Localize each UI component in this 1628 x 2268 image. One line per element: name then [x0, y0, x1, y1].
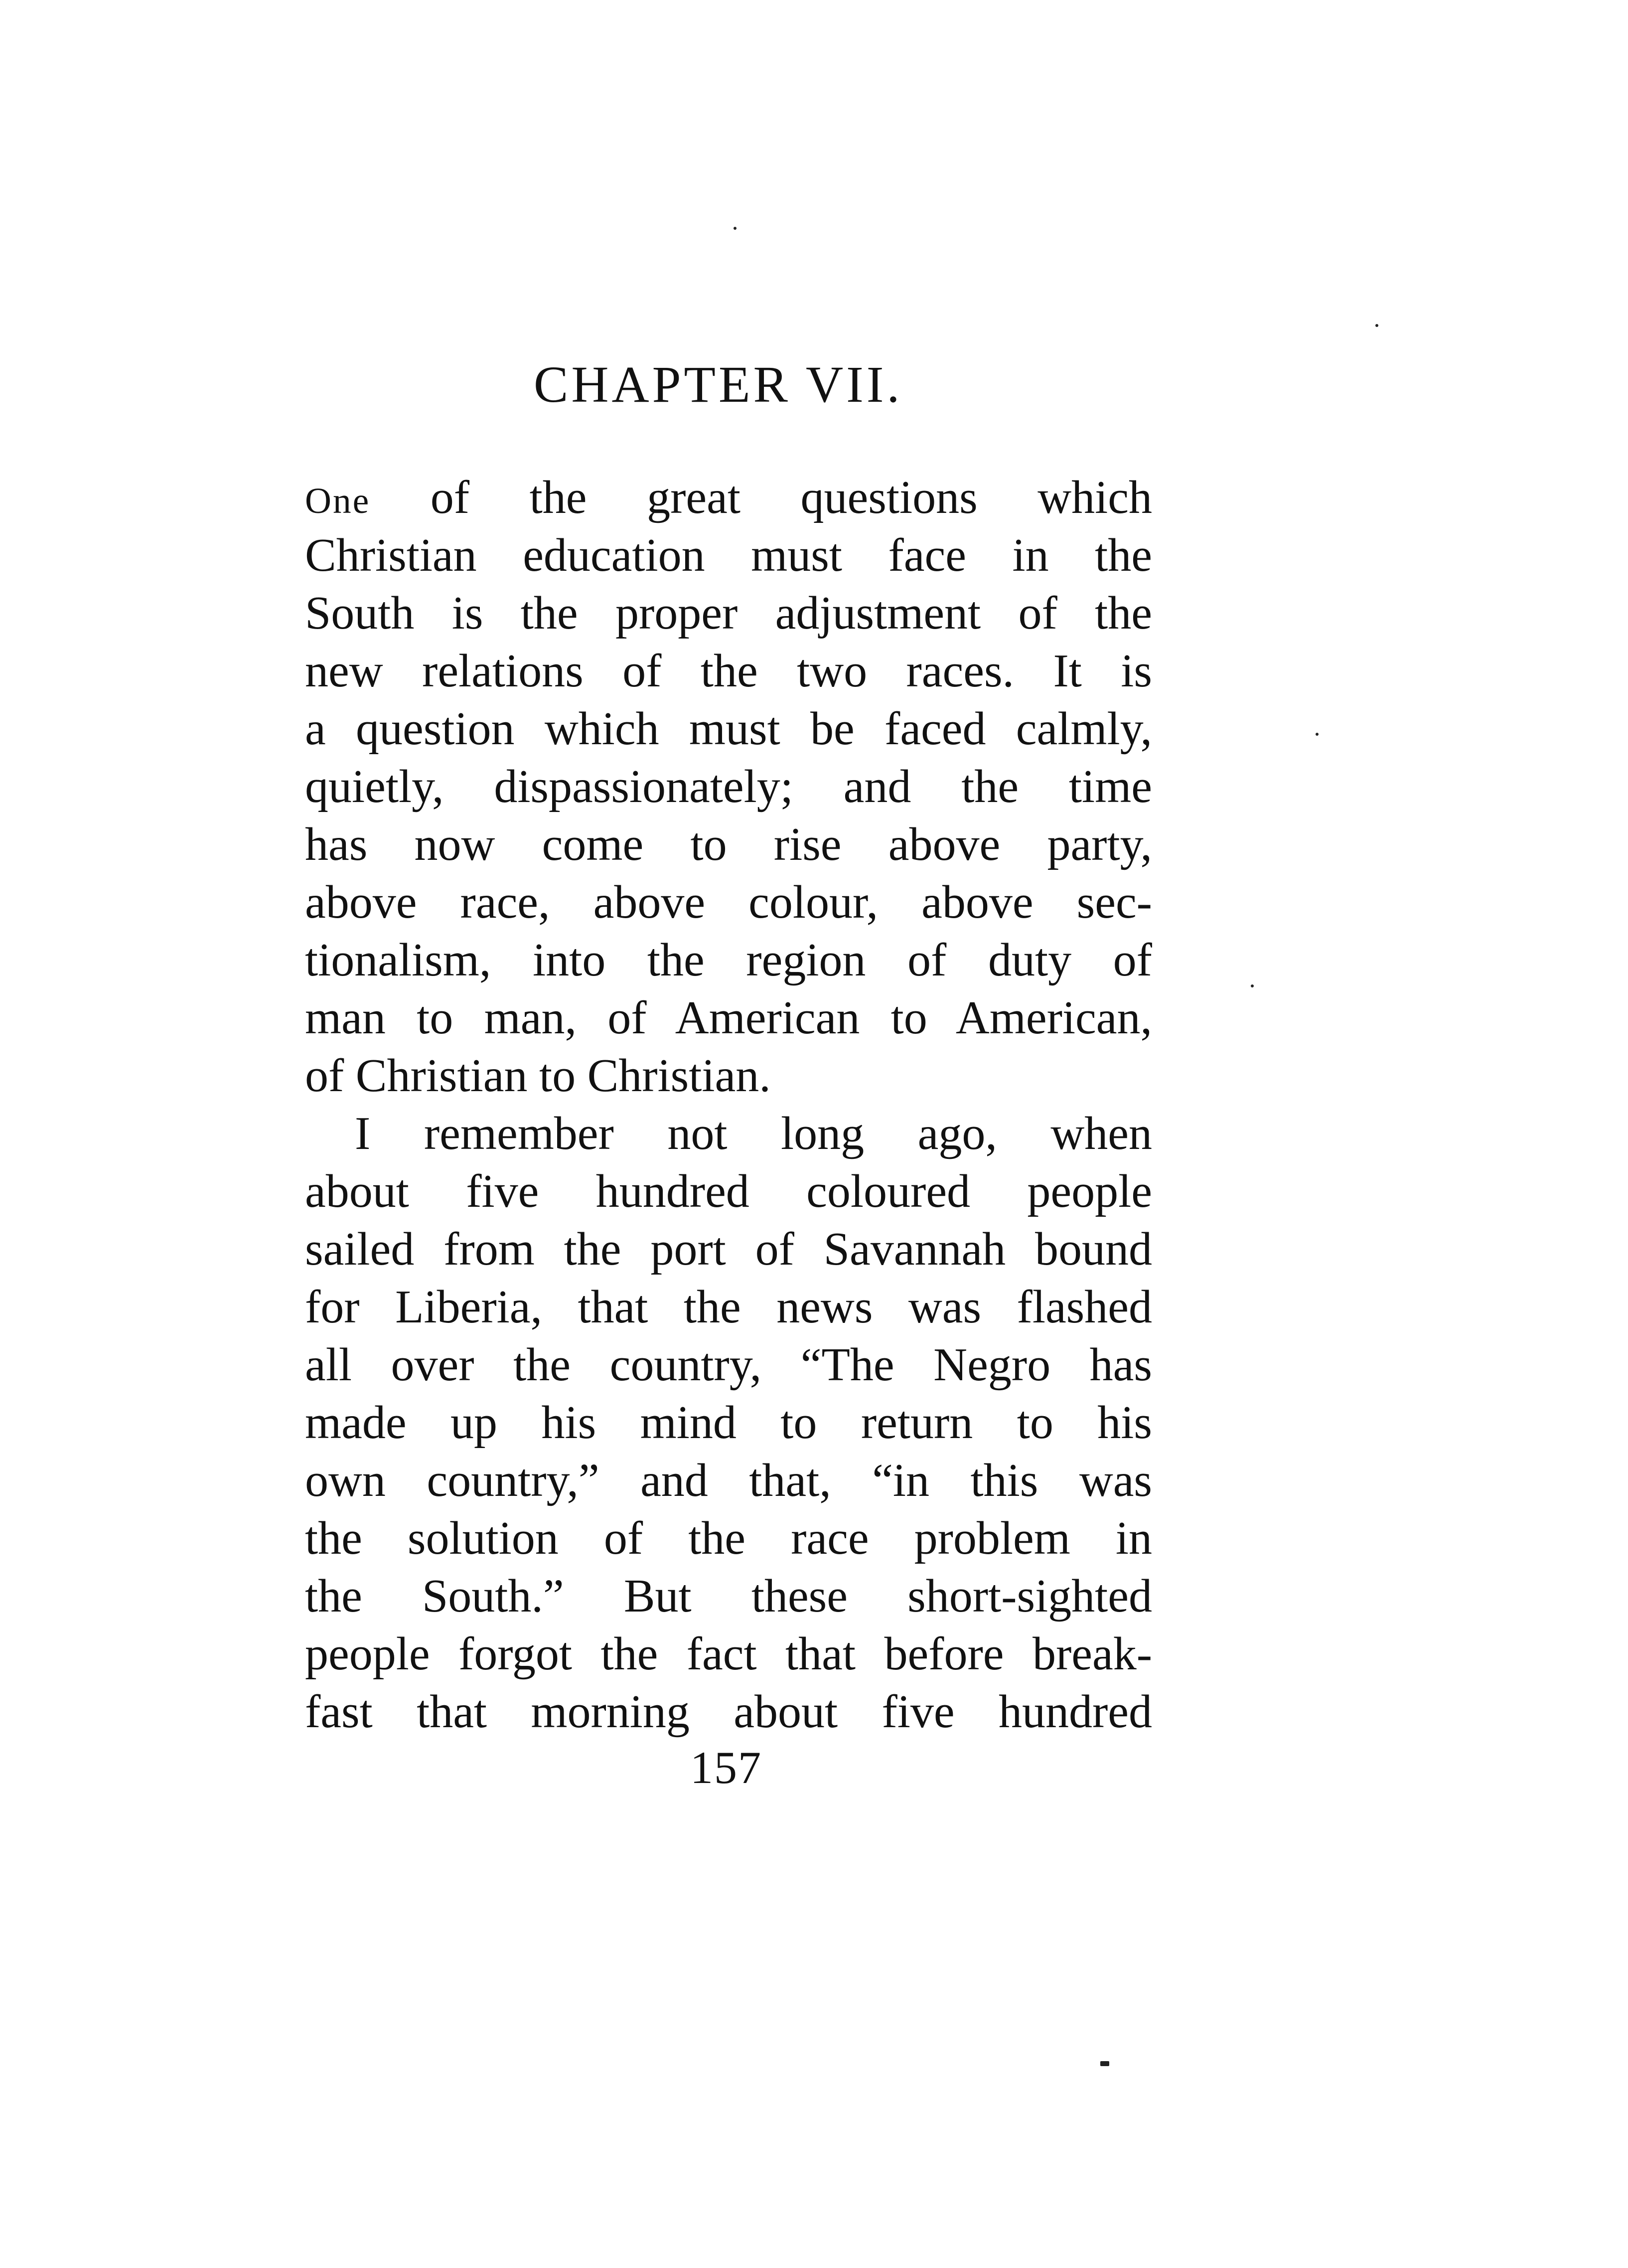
scan-speck — [734, 227, 737, 230]
text-line: of Christian to Christian. — [305, 1050, 771, 1102]
text-line: I remember not long ago, when — [355, 1108, 1152, 1159]
text-line: has now come to rise above party, — [305, 818, 1152, 870]
text-line: people forgot the fact that before break- — [305, 1628, 1152, 1680]
text-line: Christian education must face in the — [305, 529, 1152, 581]
paragraph-1 — [305, 469, 1152, 1105]
page-number: 157 — [690, 1742, 762, 1793]
text-line: made up his mind to return to his — [305, 1397, 1152, 1449]
text-line: tionalism, into the region of duty of — [305, 934, 1152, 986]
text-line: sailed from the port of Savannah bound — [305, 1223, 1152, 1275]
chapter-heading: CHAPTER VII. — [534, 356, 903, 413]
scan-speck — [1100, 2061, 1109, 2066]
text-line: fast that morning about five hundred — [305, 1686, 1152, 1738]
text-line: the South.” But these short-sighted — [305, 1570, 1152, 1622]
body-text — [305, 469, 1152, 1741]
opening-word: One — [305, 481, 371, 521]
text-line: above race, above colour, above sec- — [305, 876, 1152, 928]
line-text: of the great questions which — [370, 472, 1152, 523]
text-line: man to man, of American to American, — [305, 992, 1152, 1044]
text-line: for Liberia, that the news was flashed — [305, 1281, 1152, 1333]
text-line: a question which must be faced calmly, — [305, 703, 1152, 755]
text-line: all over the country, “The Negro has — [305, 1339, 1152, 1391]
text-line — [305, 469, 1152, 526]
text-line: South is the proper adjustment of the — [305, 587, 1152, 639]
text-line: own country,” and that, “in this was — [305, 1455, 1152, 1506]
scan-speck — [1316, 733, 1319, 736]
scan-speck — [1375, 324, 1378, 327]
text-line: quietly, dispassionately; and the time — [305, 761, 1152, 812]
text-line: about five hundred coloured people — [305, 1165, 1152, 1217]
paragraph-2 — [305, 1105, 1152, 1741]
text-line: the solution of the race problem in — [305, 1512, 1152, 1564]
scan-speck — [1251, 984, 1254, 987]
text-line: new relations of the two races. It is — [305, 645, 1152, 697]
